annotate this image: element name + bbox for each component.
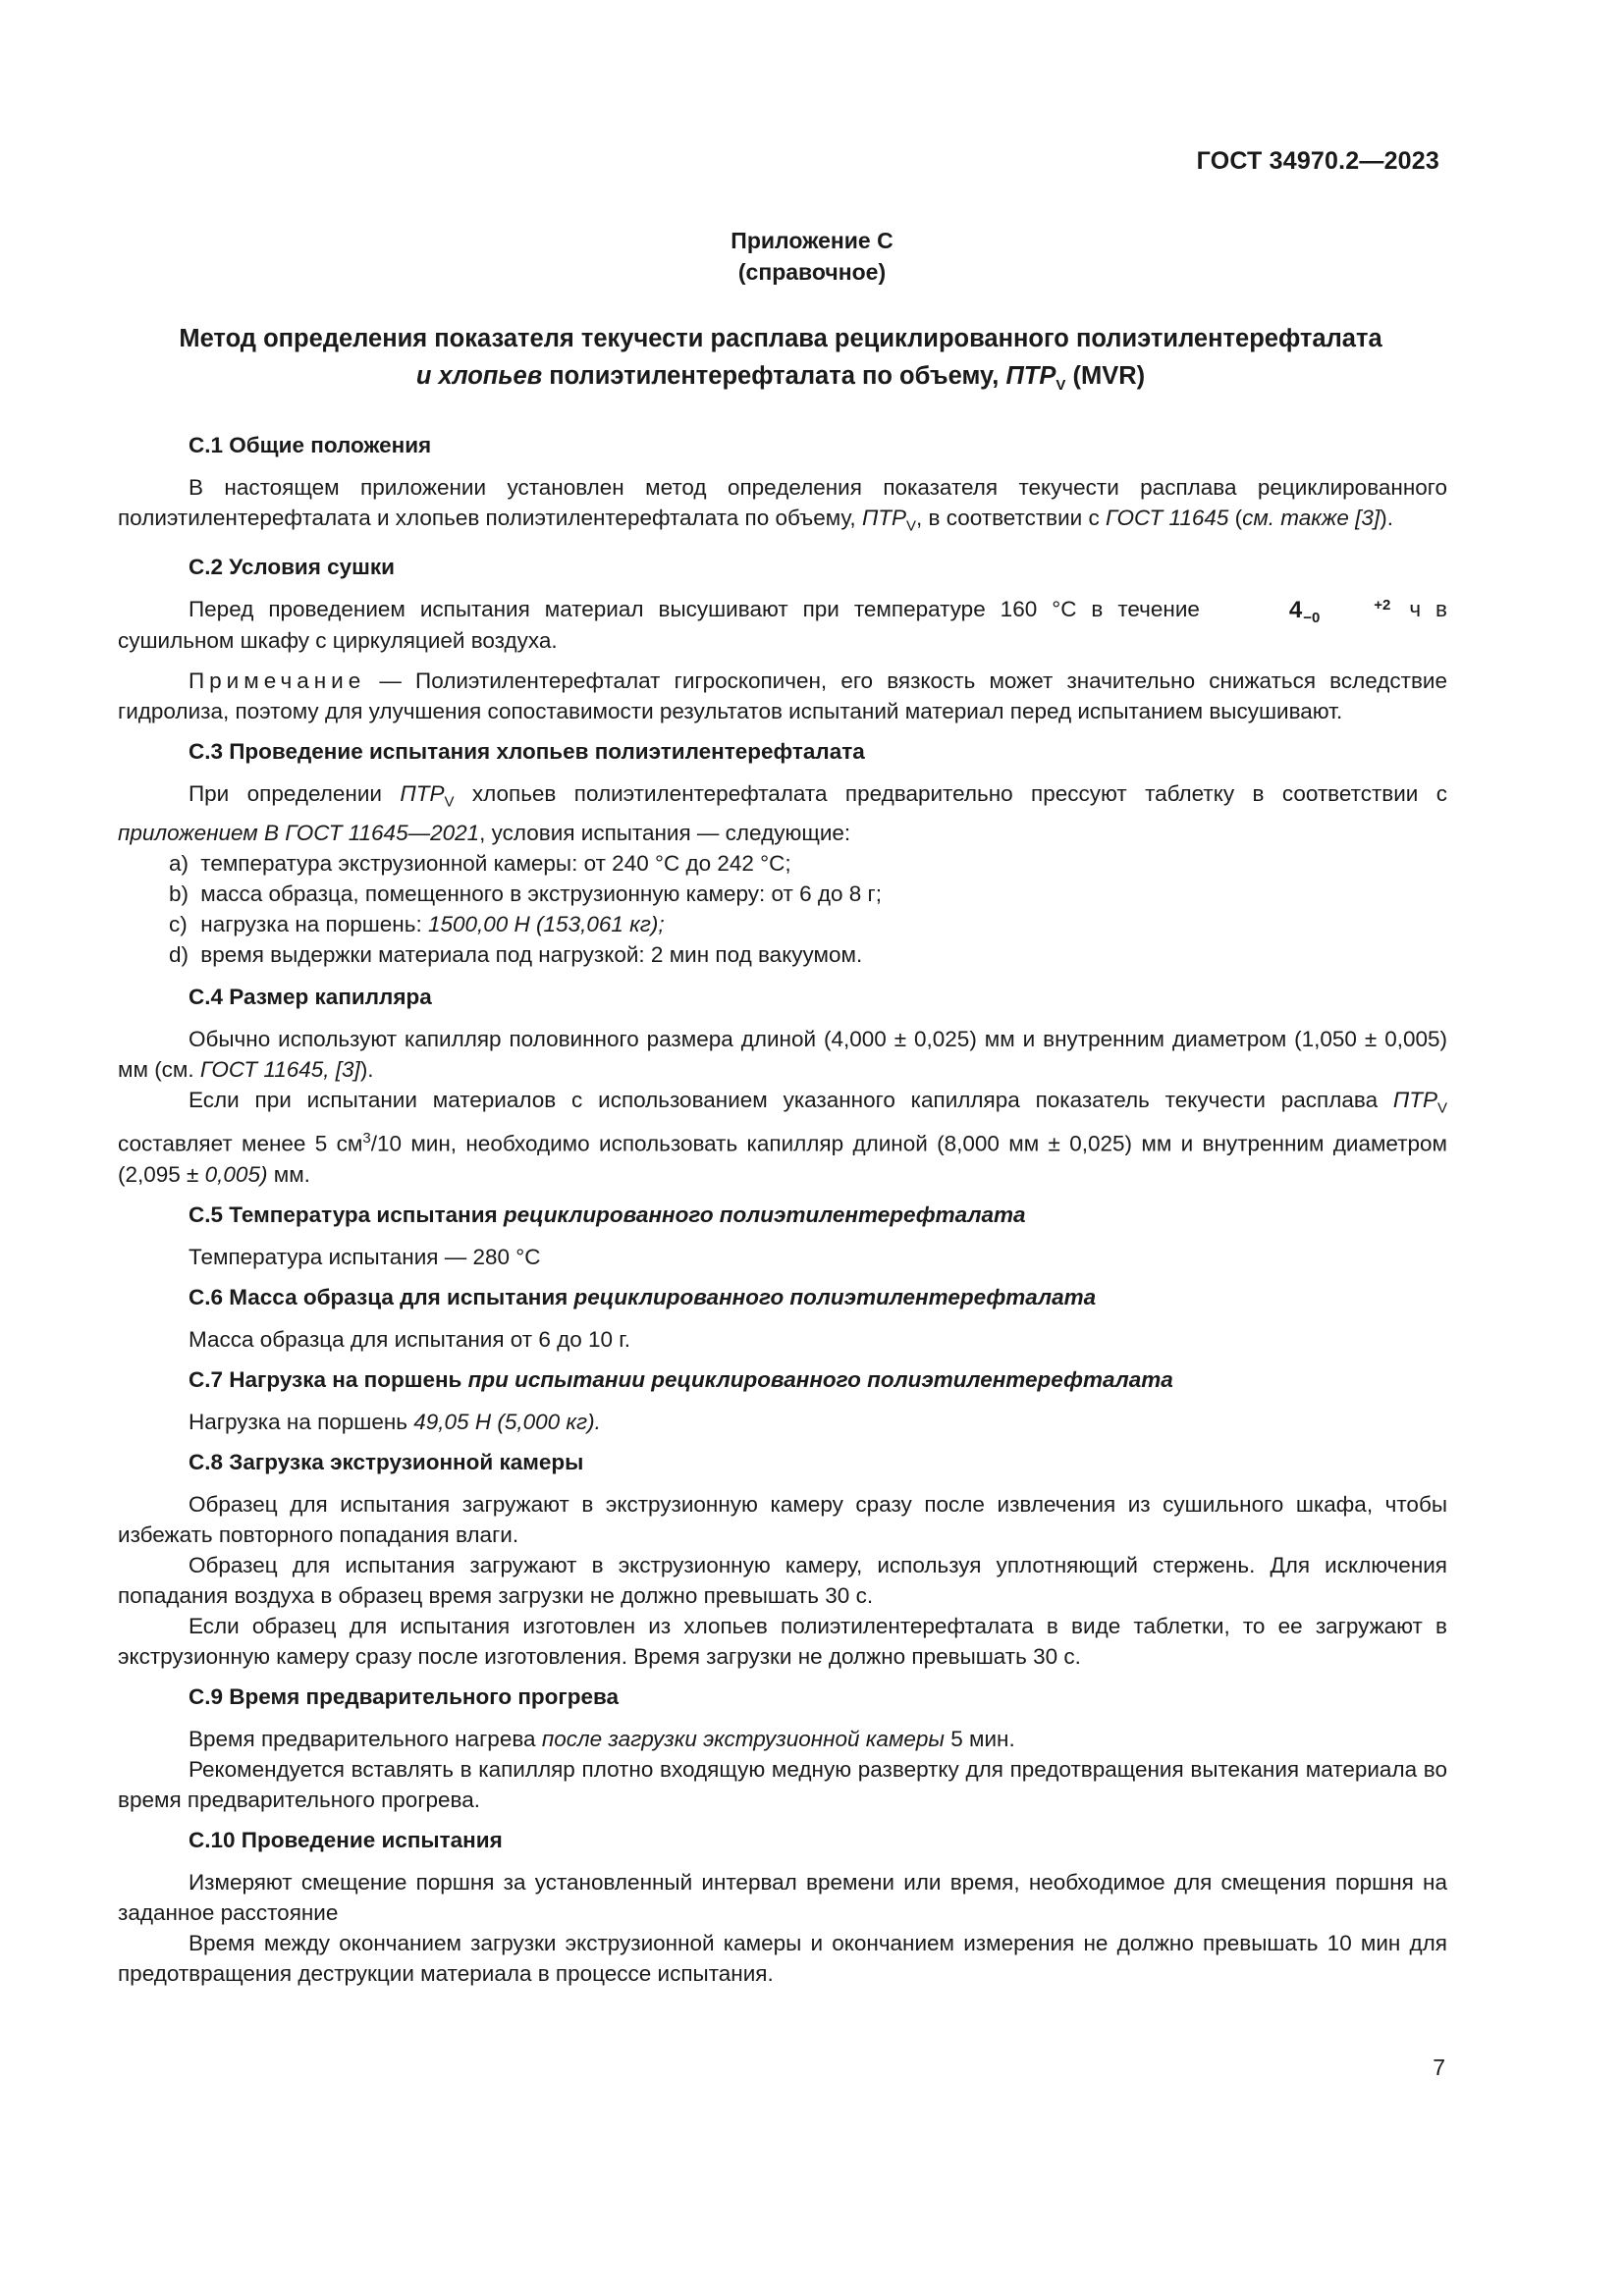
main-title-line1: Метод определения показателя текучести расплава рециклированного полиэтилентерефталата <box>179 325 1382 352</box>
list-item: a) температура экструзионной камеры: от 240 °С до 242 °С; <box>169 850 791 876</box>
section-c8-paragraph-3: Если образец для испытания изготовлен из хлопьев полиэтилентерефталата в виде таблетки, то ее загружают в экструзионную камеру сразу после изготовления. Время загрузки не должно превышать 30 с. <box>118 1613 1447 1669</box>
section-c8-paragraph-1: Образец для испытания загружают в экструзионную камеру сразу после извлечения из сушильного шкафа, чтобы избежать повторного попадания влаги. <box>118 1491 1447 1547</box>
section-heading-c7: С.7 Нагрузка на поршень при испытании рециклированного полиэтилентерефталата <box>189 1366 1173 1392</box>
list-item: d) время выдержки материала под нагрузкой: 2 мин под вакуумом. <box>169 941 863 967</box>
main-title-line2: и хлопьев полиэтилентерефталата по объему, $ПТР_V$ (MVR) <box>415 362 1146 395</box>
section-c6-paragraph: Масса образца для испытания от 6 до 10 г. <box>189 1326 630 1352</box>
section-heading-c8: С.8 Загрузка экструзионной камеры <box>189 1449 584 1474</box>
section-heading-c6: С.6 Масса образца для испытания рециклированного полиэтилентерефталата <box>189 1284 1097 1309</box>
section-c9-paragraph-2: Рекомендуется вставлять в капилляр плотно входящую медную развертку для предотвращения вытекания материала во время предварительного прогрева. <box>118 1756 1447 1812</box>
section-c2-paragraph: Перед проведением испытания материал высушивают при температуре 160 °С в течение 4 +2 −0 ч в сушильном шкафу с циркуляцией воздуха. <box>118 596 1447 654</box>
section-c9-paragraph-1: Время предварительного нагрева после загрузки экструзионной камеры 5 мин. <box>189 1726 1015 1751</box>
section-heading-c5: С.5 Температура испытания рециклированного полиэтилентерефталата <box>189 1201 1026 1227</box>
annex-title: Приложение С <box>731 228 893 253</box>
page-number: 7 <box>1433 2055 1445 2080</box>
section-heading-c2: С.2 Условия сушки <box>189 554 396 579</box>
section-heading-c9: С.9 Время предварительного прогрева <box>189 1683 620 1709</box>
tolerance-value: 4 +2 −0 <box>1288 597 1391 627</box>
section-c4-paragraph-1: Обычно используют капилляр половинного размера длиной (4,000 ± 0,025) мм и внутренним диаметром (1,050 ± 0,005) мм (см. ГОСТ 11645, [3]). <box>118 1026 1447 1082</box>
section-heading-c10: С.10 Проведение испытания <box>189 1827 503 1852</box>
section-c10-paragraph-1: Измеряют смещение поршня за установленный интервал времени или время, необходимое для смещения поршня на заданное расстояние <box>118 1869 1447 1925</box>
document-body <box>118 430 1447 1989</box>
section-heading-c3: С.3 Проведение испытания хлопьев полиэтилентерефталата <box>189 739 865 765</box>
list-item: c) нагрузка на поршень: 1500,00 Н (153,061 кг); <box>169 911 665 936</box>
section-c7-paragraph: Нагрузка на поршень 49,05 Н (5,000 кг). <box>189 1409 601 1434</box>
section-c5-paragraph: Температура испытания — 280 °С <box>189 1244 541 1269</box>
main-title <box>118 320 1443 404</box>
section-c2-note: Примечание — Полиэтилентерефталат гигроскопичен, его вязкость может значительно снижаться вследствие гидролиза, поэтому для улучшения сопоставимости результатов испытаний материал перед испытанием высушивают. <box>118 668 1447 724</box>
section-c4-paragraph-2: Если при испытании материалов с использованием указанного капилляра показатель текучести расплава $ПТР_V$ составляет менее 5 $см^3/10$ мин, необходимо использовать капилляр длиной (8,000 мм ± 0,025) мм и внутренним диаметром (2,095 ± 0,005) мм. <box>118 1087 1447 1187</box>
section-heading-c1: С.1 Общие положения <box>189 433 432 457</box>
section-heading-c4: С.4 Размер капилляра <box>189 984 432 1009</box>
section-c1-paragraph: В настоящем приложении установлен метод определения показателя текучести расплава рециклированного полиэтилентерефталата и хлопьев полиэтилентерефталата по объему, $ПТР_V$, в соответствии с ГОСТ 11645 (см. также [3]). <box>118 475 1447 535</box>
list-item: b) масса образца, помещенного в экструзионную камеру: от 6 до 8 г; <box>169 881 882 906</box>
section-c8-paragraph-2: Образец для испытания загружают в экструзионную камеру, используя уплотняющий стержень. Для исключения попадания воздуха в образец время загрузки не должно превышать 30 с. <box>118 1552 1447 1608</box>
section-c10-paragraph-2: Время между окончанием загрузки экструзионной камеры и окончанием измерения не должно превышать 10 мин для предотвращения деструкции материала в процессе испытания. <box>118 1930 1447 1986</box>
annex-subtitle: (справочное) <box>737 259 887 285</box>
document-id-header: ГОСТ 34970.2—2023 <box>1196 147 1439 175</box>
section-c3-paragraph: При определении $ПТР_V$ хлопьев полиэтилентерефталата предварительно прессуют таблетку в соответствии с приложением В ГОСТ 11645—2021, условия испытания — следующие: <box>118 781 1447 845</box>
